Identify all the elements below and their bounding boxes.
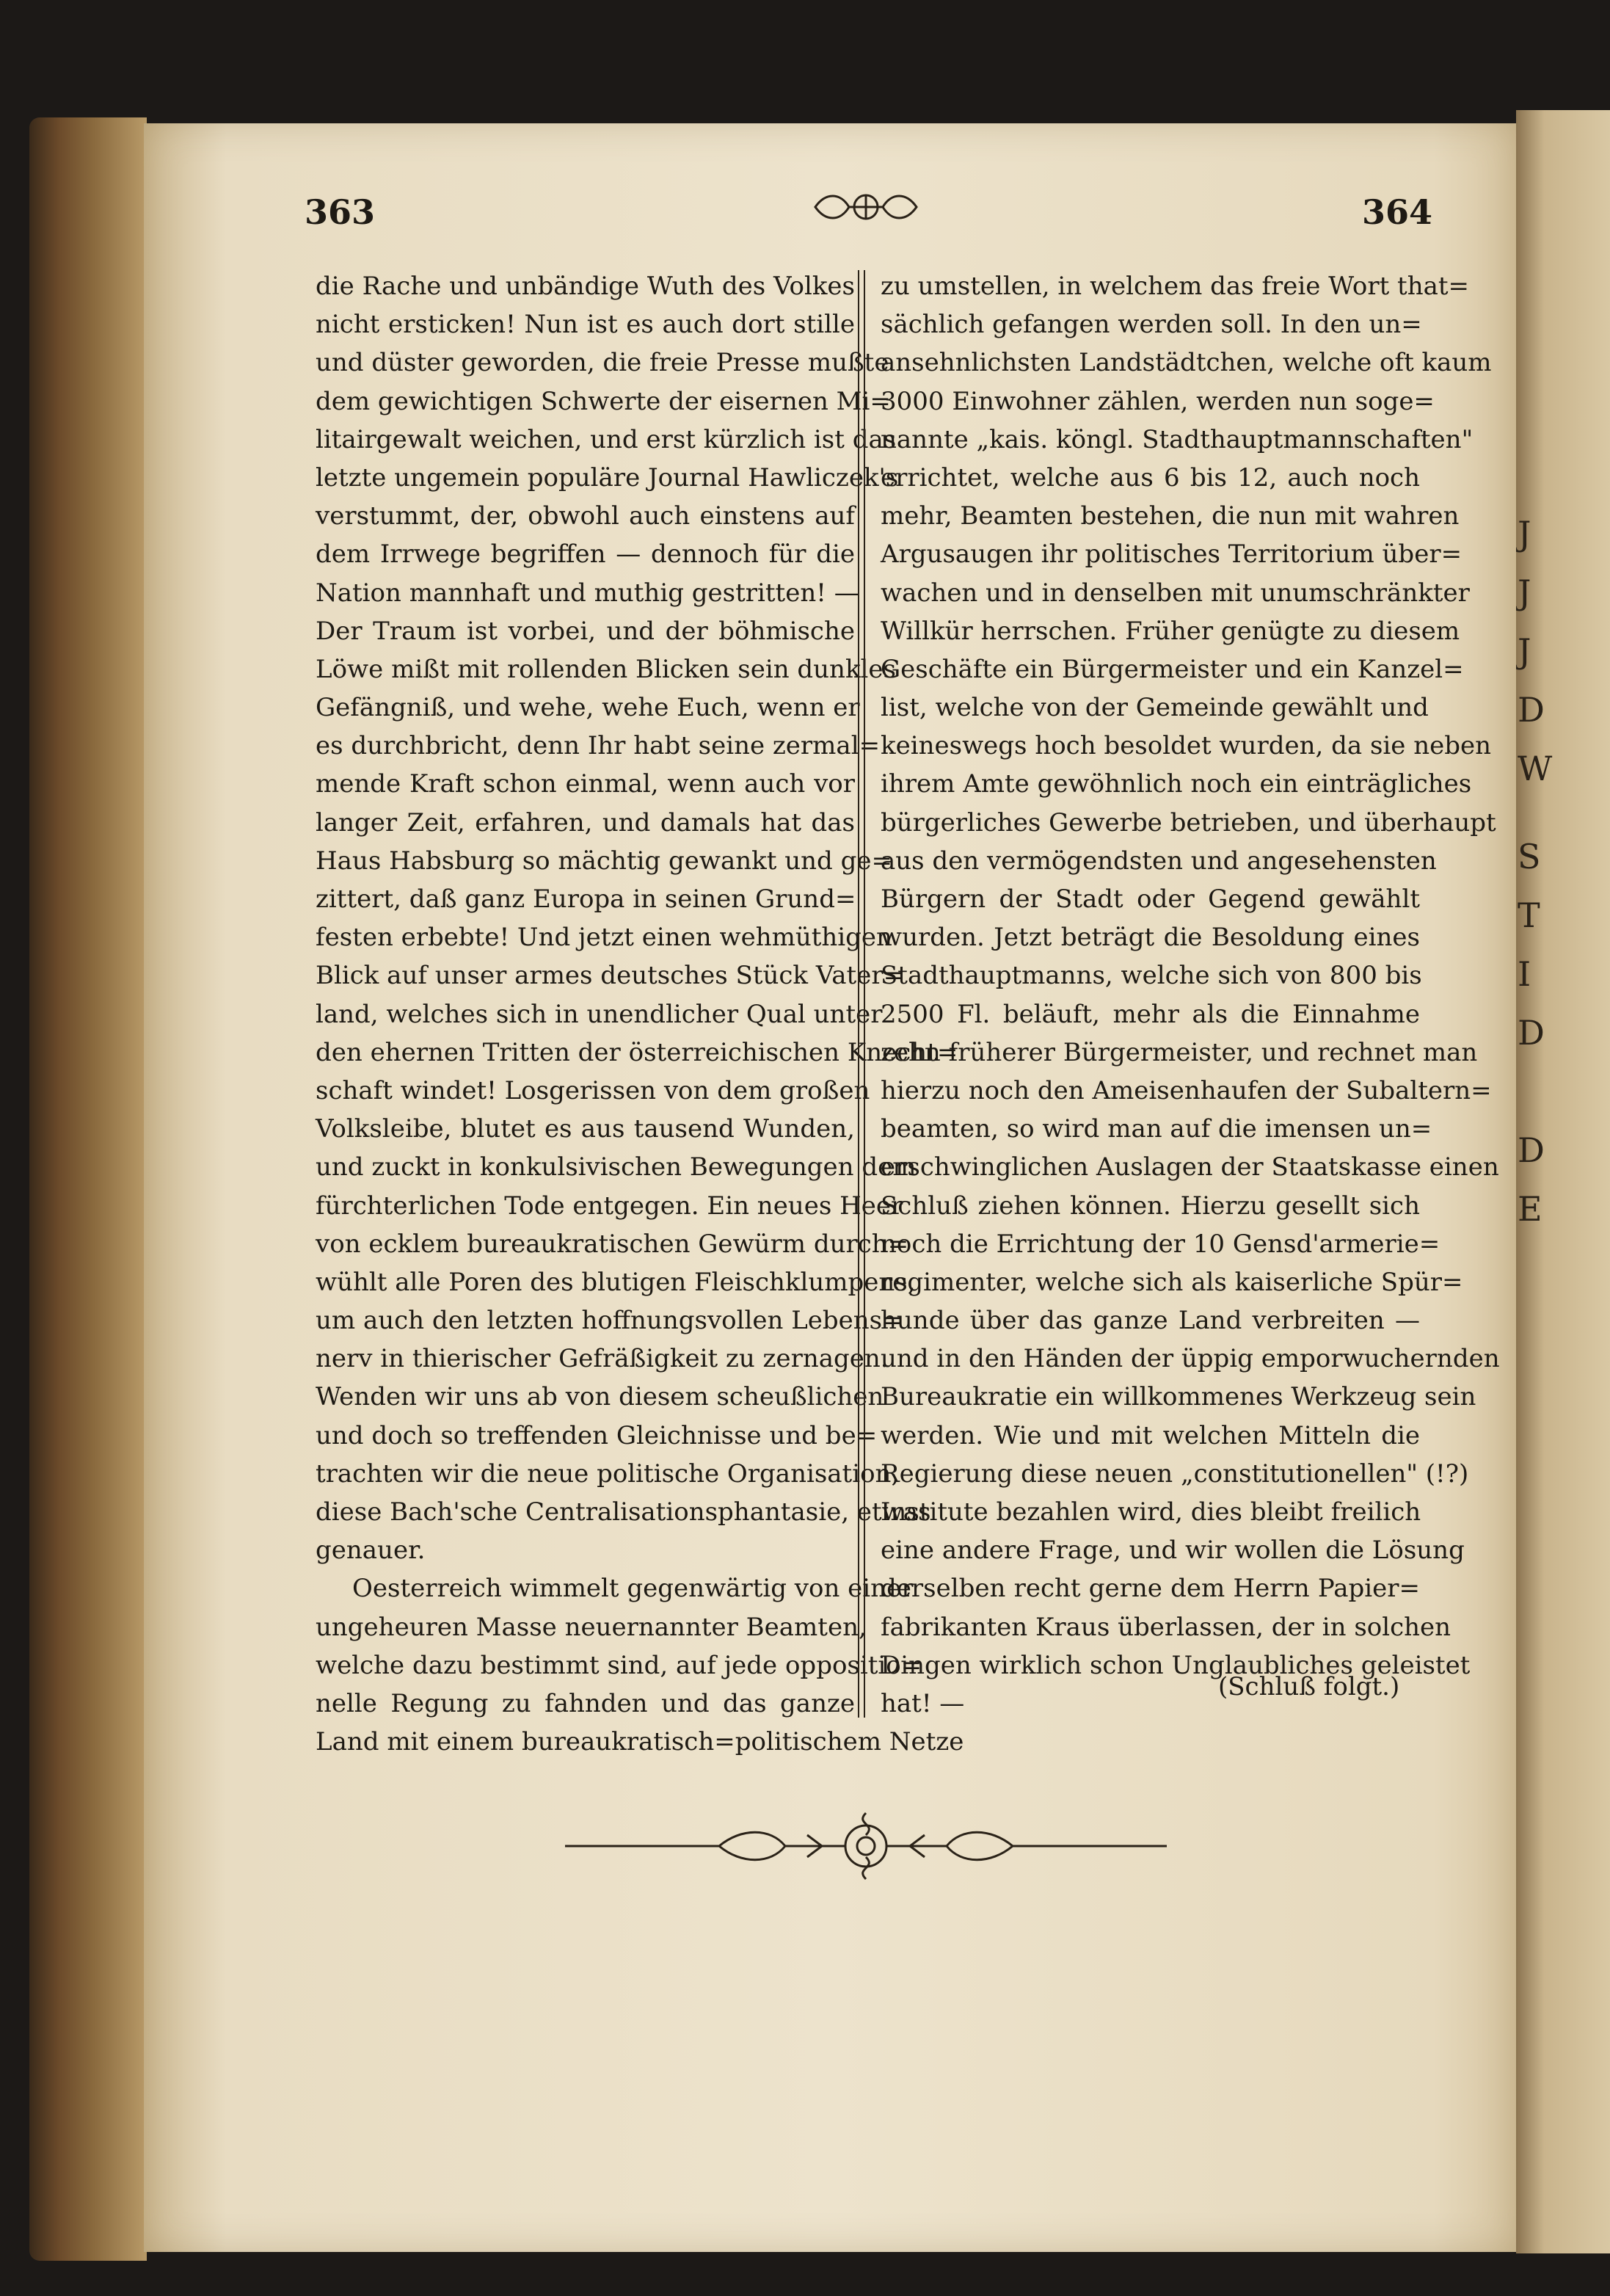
text-line: wurden. Jetzt beträgt die Besoldung eines [881, 923, 1420, 953]
text-line: Oesterreich wimmelt gegenwärtig von einer [352, 1574, 914, 1604]
text-line: mende Kraft schon einmal, wenn auch vor [316, 769, 855, 799]
text-line: langer Zeit, erfahren, und damals hat das [316, 807, 855, 838]
text-line: welche dazu bestimmt sind, auf jede oppositio= [316, 1650, 922, 1680]
text-line: Regierung diese neuen „constitutionellen" (!?) [881, 1458, 1469, 1489]
text-line: Der Traum ist vorbei, und der böhmische [316, 616, 855, 646]
text-line: um auch den letzten hoffnungsvollen Lebens= [316, 1306, 903, 1336]
next-page-fragment: D [1518, 1130, 1545, 1170]
text-line: aus den vermögendsten und angesehensten [881, 846, 1437, 876]
text-line: derselben recht gerne dem Herrn Papier= [881, 1574, 1420, 1604]
text-line: genauer. [316, 1536, 426, 1566]
text-line: werden. Wie und mit welchen Mitteln die [881, 1420, 1420, 1450]
text-line: diese Bach'sche Centralisationsphantasie, etwas [316, 1497, 931, 1527]
text-line: letzte ungemein populäre Journal Hawliczek's [316, 462, 899, 493]
text-line: keineswegs hoch besoldet wurden, da sie neben [881, 731, 1492, 761]
text-line: wühlt alle Poren des blutigen Fleischklumpens, [316, 1267, 916, 1297]
next-page-fragment: T [1518, 895, 1540, 935]
next-page-fragment: D [1518, 690, 1545, 730]
text-line: verstummt, der, obwohl auch einstens auf [316, 501, 855, 531]
text-line: den ehernen Tritten der österreichischen Knecht= [316, 1037, 958, 1067]
text-line: fabrikanten Kraus überlassen, der in solchen [881, 1612, 1451, 1642]
text-line: Willkür herrschen. Früher genügte zu diesem [881, 616, 1460, 646]
text-line: Nation mannhaft und muthig gestritten! — [316, 578, 859, 608]
text-line: bürgerliches Gewerbe betrieben, und überhaupt [881, 807, 1496, 838]
text-line: Argusaugen ihr politisches Territorium über= [881, 540, 1463, 570]
text-line: beamten, so wird man auf die imensen un= [881, 1114, 1432, 1144]
text-line: regimenter, welche sich als kaiserliche Spür= [881, 1267, 1463, 1297]
text-line: Bureaukratie ein willkommenes Werkzeug sein [881, 1382, 1476, 1412]
text-line: 3000 Einwohner zählen, werden nun soge= [881, 386, 1435, 416]
text-line: hierzu noch den Ameisenhaufen der Subaltern= [881, 1075, 1492, 1105]
text-line: die Rache und unbändige Wuth des Volkes [316, 272, 855, 301]
footer-ornament [565, 1806, 1167, 1886]
left-text-column [316, 267, 964, 1761]
text-line: und in den Händen der üppig emporwuchernden [881, 1344, 1500, 1374]
text-line: trachten wir die neue politische Organisation, [316, 1458, 900, 1489]
text-line: es durchbricht, denn Ihr habt seine zermal= [316, 731, 881, 761]
text-line: und zuckt in konkulsivischen Bewegungen dem [316, 1152, 917, 1182]
text-line: Geschäfte ein Bürgermeister und ein Kanzel= [881, 654, 1464, 684]
text-line: mehr, Beamten bestehen, die nun mit wahren [881, 501, 1460, 531]
next-page-fragment: E [1518, 1189, 1542, 1229]
text-line: errichtet, welche aus 6 bis 12, auch noch [881, 462, 1420, 493]
text-line: Blick auf unser armes deutsches Stück Vater= [316, 961, 905, 991]
text-line: nannte „kais. köngl. Stadthauptmannschaften" [881, 424, 1474, 454]
text-line: zu umstellen, in welchem das freie Wort that= [881, 272, 1470, 301]
header-ornament [811, 185, 921, 229]
text-line: Dingen wirklich schon Unglaubliches geleistet [881, 1650, 1471, 1680]
next-page-fragment: D [1518, 1013, 1545, 1053]
text-line: nicht ersticken! Nun ist es auch dort stille [316, 310, 855, 340]
next-page-fragment: J [1518, 573, 1531, 612]
page-number-left: 363 [305, 192, 376, 232]
text-line: Haus Habsburg so mächtig gewankt und ge= [316, 846, 892, 876]
text-line: Gefängniß, und wehe, wehe Euch, wenn er [316, 693, 860, 723]
text-line: dem gewichtigen Schwerte der eisernen Mi= [316, 386, 891, 416]
text-line: wachen und in denselben mit unumschränkter [881, 578, 1470, 608]
text-line: fürchterlichen Tode entgegen. Ein neues Heer [316, 1191, 903, 1221]
text-line: Volksleibe, blutet es aus tausend Wunden, [316, 1114, 855, 1144]
text-line: litairgewalt weichen, und erst kürzlich ist das [316, 424, 897, 454]
text-line: noch die Errichtung der 10 Gensd'armerie= [881, 1229, 1440, 1259]
next-page-fragment: S [1518, 837, 1541, 876]
text-line: von ecklem bureaukratischen Gewürm durch= [316, 1229, 909, 1259]
next-page-fragment: J [1518, 631, 1531, 671]
next-page-fragment: J [1518, 514, 1531, 553]
text-line: Institute bezahlen wird, dies bleibt freilich [881, 1497, 1421, 1527]
right-text-column [881, 267, 1500, 1723]
column-divider [858, 270, 865, 1718]
continued-note: (Schluß folgt.) [1218, 1672, 1400, 1701]
text-line: zehn früherer Bürgermeister, und rechnet man [881, 1037, 1478, 1067]
text-line: ihrem Amte gewöhnlich noch ein einträgliches [881, 769, 1472, 799]
text-line: Wenden wir uns ab von diesem scheußlichen [316, 1382, 884, 1412]
text-line: erschwinglichen Auslagen der Staatskasse einen [881, 1152, 1499, 1182]
text-line: list, welche von der Gemeinde gewählt und [881, 693, 1429, 723]
text-line: hat! — [881, 1688, 965, 1718]
text-line: und doch so treffenden Gleichnisse und be= [316, 1420, 878, 1450]
page-number-right: 364 [1362, 192, 1433, 232]
text-line: Stadthauptmanns, welche sich von 800 bis [881, 961, 1422, 991]
next-page-fragment: W [1518, 749, 1553, 788]
text-line: zittert, daß ganz Europa in seinen Grund= [316, 884, 856, 914]
text-line: eine andere Frage, und wir wollen die Lösung [881, 1536, 1465, 1566]
text-line: ungeheuren Masse neuernannter Beamten, [316, 1612, 867, 1642]
text-line: nelle Regung zu fahnden und das ganze [316, 1688, 855, 1718]
text-line: hunde über das ganze Land verbreiten — [881, 1306, 1420, 1336]
text-line: land, welches sich in unendlicher Qual unter [316, 999, 883, 1029]
text-line: 2500 Fl. beläuft, mehr als die Einnahme [881, 999, 1420, 1029]
text-line: Schluß ziehen können. Hierzu gesellt sich [881, 1191, 1420, 1221]
text-line: schaft windet! Losgerissen von dem großen [316, 1075, 870, 1105]
text-line: dem Irrwege begriffen — dennoch für die [316, 540, 855, 570]
next-page-fragment: I [1518, 954, 1531, 994]
text-line: sächlich gefangen werden soll. In den un= [881, 310, 1422, 340]
text-line: Bürgern der Stadt oder Gegend gewählt [881, 884, 1420, 914]
text-line: und düster geworden, die freie Presse mußte [316, 348, 889, 378]
text-line: ansehnlichsten Landstädtchen, welche oft kaum [881, 348, 1492, 378]
text-line: Löwe mißt mit rollenden Blicken sein dunkles [316, 654, 896, 684]
text-line: festen erbebte! Und jetzt einen wehmüthigen [316, 923, 892, 953]
text-line: Land mit einem bureaukratisch=politischem Netze [316, 1727, 964, 1757]
next-page-edge [1516, 110, 1610, 2253]
text-line: nerv in thierischer Gefräßigkeit zu zernagen. [316, 1344, 889, 1374]
book-edge [29, 117, 147, 2261]
